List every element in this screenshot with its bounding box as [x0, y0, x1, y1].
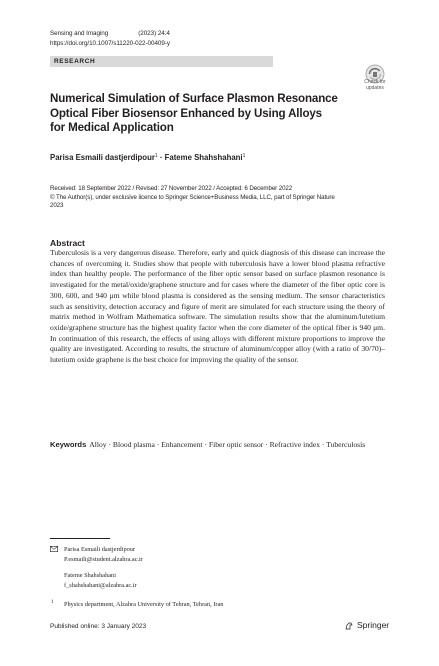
- keywords-text: Alloy · Blood plasma · Enhancement · Fiber optic sensor · Refractive index · Tuberculosis: [89, 440, 366, 449]
- footnote-divider: [50, 538, 110, 539]
- author-affiliation-mark: 1: [154, 153, 158, 159]
- keywords-label: Keywords: [50, 440, 87, 449]
- article-title: [50, 92, 350, 136]
- article-type-label: RESEARCH: [54, 58, 96, 65]
- contact-email[interactable]: P.esmaili@student.alzahra.ac.ir: [64, 556, 143, 563]
- abstract-heading: Abstract: [50, 238, 85, 248]
- title-line: Numerical Simulation of Surface Plasmon Resonance: [50, 92, 338, 105]
- author-name[interactable]: Parisa Esmaili dastjerdipour: [50, 153, 155, 162]
- copyright-line: 2023: [50, 202, 64, 210]
- title-line: Optical Fiber Biosensor Enhanced by Using Alloys: [50, 106, 322, 120]
- author-list: [50, 151, 245, 163]
- affiliation-text: Physics department, Alzahra University of Tehran, Tehran, Iran: [64, 601, 224, 608]
- author-affiliation-mark: 1: [242, 153, 246, 159]
- publisher-logo-text: Springer: [357, 620, 390, 630]
- article-type-bar: [50, 56, 273, 67]
- contact-email[interactable]: f_shahshahani@alzahra.ac.ir: [64, 582, 137, 589]
- journal-volume: (2023) 24:4: [138, 30, 170, 37]
- author-separator: ·: [159, 153, 163, 162]
- keywords: [50, 440, 385, 451]
- article-history: [50, 185, 395, 211]
- affiliation-number: 1: [51, 599, 54, 605]
- journal-header: [50, 30, 170, 38]
- title-line: for Medical Application: [50, 121, 174, 134]
- author-name[interactable]: Fateme Shahshahani: [164, 153, 243, 162]
- published-online: Published online: 3 January 2023: [50, 623, 147, 630]
- dates-line: Received: 18 September 2022 / Revised: 27 November 2022 / Accepted: 6 December 2022: [50, 185, 293, 192]
- contact-name: Parisa Esmaili dastjerdipour: [64, 546, 135, 553]
- abstract-text: Tuberculosis is a very dangerous disease. Therefore, early and quick diagnosis of this disease can increase the chances of overcoming it. Studies show that people with tuberculosis have a lower blood plasma refractive index than healthy people. The performance of the fiber optic sensor based on surface plasmon resonance is investigated for the metal/oxide/graphene structure and for cases where the diameter of the fiber optic core is 300, 600, and 940 μm while blood plasma is considered as the sensing medium. The sensor characteristics such as sensitivity, detection accuracy and figure of merit are simulated for each structure using the theory of matrix method in Wolfram Mathematica software. The simulation results show that the aluminum/lutetium oxide/graphene structure has the highest quality factor when the core diameter of the optical fiber is 940 μm. In continuation of this research, the effects of using alloys with different mixture proportions to improve the quality are investigated. According to results, the structure of aluminum/copper alloy (with a ratio of 30/70)–lutetium oxide graphene is the best choice for improving the quality of the sensor.: [50, 248, 385, 365]
- copyright-line: © The Author(s), under exclusive licence to Springer Science+Business Media, LLC, part of Springer Nature: [50, 193, 335, 201]
- doi-link[interactable]: https://doi.org/10.1007/s11220-022-00409-y: [50, 40, 170, 47]
- contact-name: Fateme Shahshahani: [64, 572, 116, 579]
- check-for-updates-label[interactable]: Check for updates: [364, 79, 386, 91]
- springer-horse-icon: [344, 621, 354, 631]
- journal-name: Sensing and Imaging: [50, 30, 109, 37]
- envelope-icon: [50, 546, 58, 552]
